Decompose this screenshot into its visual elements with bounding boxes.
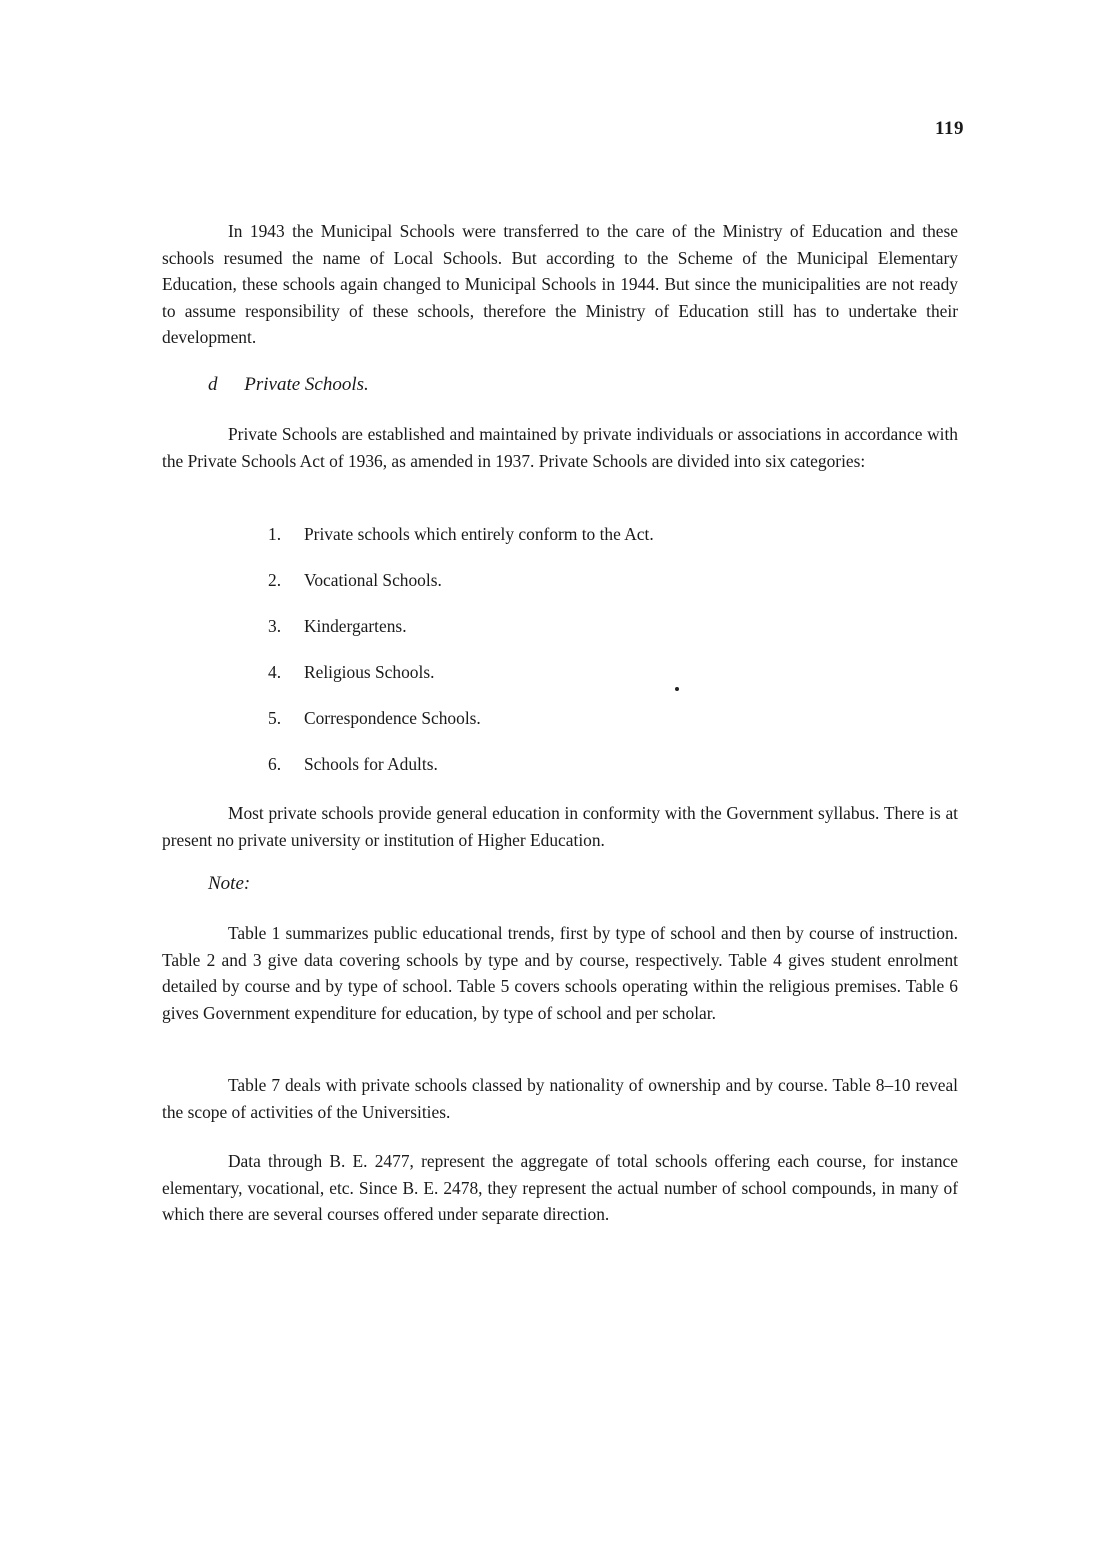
categories-list	[268, 521, 654, 797]
list-item-text: Schools for Adults.	[304, 754, 438, 774]
page-number: 119	[935, 118, 964, 139]
list-item	[268, 751, 654, 797]
scan-speck	[675, 687, 679, 691]
list-item	[268, 659, 654, 705]
list-item-number: 6.	[268, 754, 282, 774]
section-heading-private-schools	[208, 374, 369, 396]
note-heading: Note:	[208, 873, 251, 894]
list-item-text: Kindergartens.	[304, 616, 407, 636]
paragraph-data-through: Data through B. E. 2477, represent the aggregate of total schools offering each course, for instance elementary, vocational, etc. Since B. E. 2478, they represent the actual number of school compounds, in many of which there are several courses offered under separate direction.	[162, 1151, 958, 1225]
list-item-number: 4.	[268, 662, 282, 682]
paragraph-private-schools-intro: Private Schools are established and maintained by private individuals or associations in accordance with the Private Schools Act of 1936, as amended in 1937. Private Schools are divided into six categories:	[162, 424, 958, 471]
list-item-text: Religious Schools.	[304, 662, 435, 682]
paragraph-municipal-schools: In 1943 the Municipal Schools were transferred to the care of the Ministry of Education and these schools resumed the name of Local Schools. But according to the Scheme of the Municipal Elementary Education, these schools again changed to Municipal Schools in 1944. But since the municipalities are not ready to assume responsibility of these schools, therefore the Ministry of Education still has to undertake their development.	[162, 221, 958, 348]
paragraph-private-schools-tables: Table 7 deals with private schools classed by nationality of ownership and by course. Table 8–10 reveal the scope of activities of the Universities.	[162, 1075, 958, 1122]
paragraph-general-education: Most private schools provide general education in conformity with the Government syllabus. There is at present no private university or institution of Higher Education.	[162, 803, 958, 850]
list-item-number: 3.	[268, 616, 282, 636]
list-item-text: Vocational Schools.	[304, 570, 442, 590]
list-item	[268, 705, 654, 751]
list-item	[268, 567, 654, 613]
paragraph-table-summary: Table 1 summarizes public educational trends, first by type of school and then by course of instruction. Table 2 and 3 give data covering schools by type and by course, respectively. Table 4 gives student enrolment detailed by course and by type of school. Table 5 covers schools operating within the religious premises. Table 6 gives Government expenditure for education, by type of school and per scholar.	[162, 923, 958, 1023]
list-item-text: Private schools which entirely conform to the Act.	[304, 524, 654, 544]
list-item-text: Correspondence Schools.	[304, 708, 481, 728]
section-letter: d	[208, 374, 218, 395]
section-title: Private Schools.	[244, 374, 369, 395]
list-item-number: 1.	[268, 524, 282, 544]
list-item-number: 5.	[268, 708, 282, 728]
list-item-number: 2.	[268, 570, 282, 590]
list-item	[268, 521, 654, 567]
list-item	[268, 613, 654, 659]
